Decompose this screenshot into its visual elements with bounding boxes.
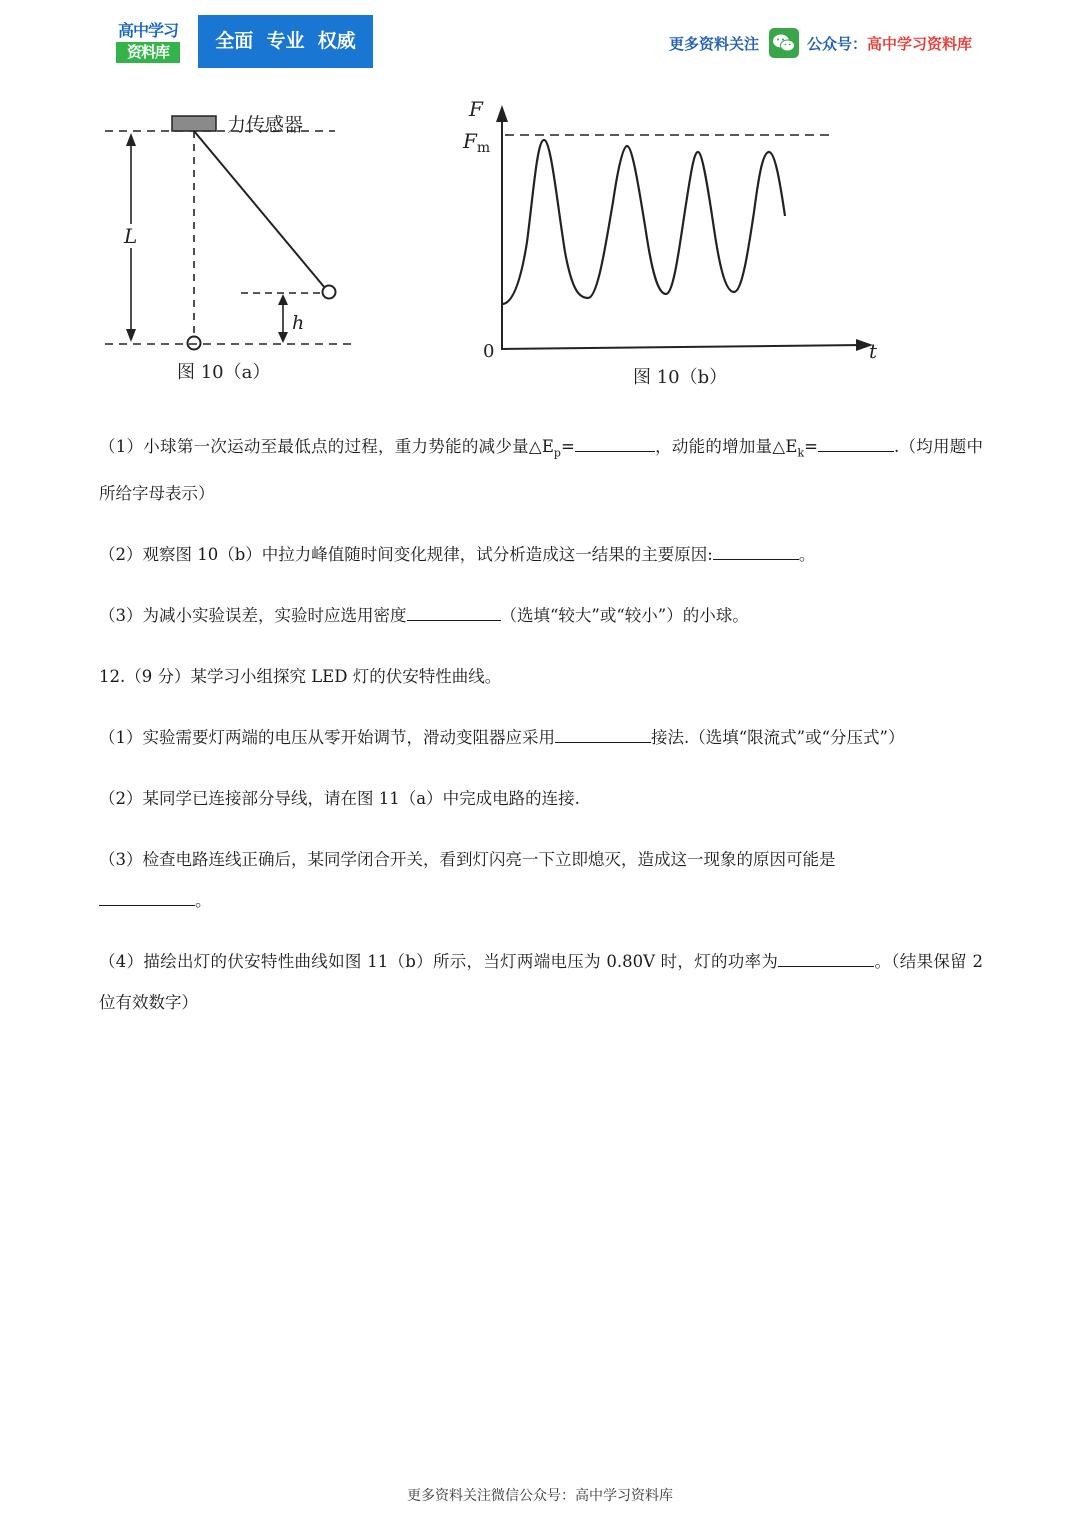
q11-1-text-c: .（均用题中所给字母表示） <box>99 437 984 504</box>
q12-4-text-b: 。（结果保留 2 位有效数字） <box>99 952 983 1013</box>
x-axis-label: t <box>869 339 878 363</box>
ball-displaced <box>323 286 336 299</box>
fm-label-sub: m <box>476 140 491 156</box>
pendulum-string <box>194 131 325 288</box>
subscript-k: k <box>797 446 805 460</box>
fm-label-main: F <box>463 129 477 153</box>
official-account-name: 高中学习资料库 <box>866 34 972 53</box>
q11-3-text-b: （选填“较大”或“较小”）的小球。 <box>500 606 749 626</box>
question-11-3 <box>99 595 983 636</box>
page-footer: 更多资料关注微信公众号：高中学习资料库 <box>407 1488 673 1504</box>
height-arrow-head-top <box>278 294 288 305</box>
figure-10a-pendulum <box>95 100 375 395</box>
q11-1-eq1: = <box>560 437 575 456</box>
question-12-2: （2）某同学已连接部分导线，请在图 11（a）中完成电路的连接. <box>99 789 580 809</box>
official-account-label: 公众号： <box>806 34 867 53</box>
answer-blank[interactable] <box>99 888 195 906</box>
question-12-4 <box>99 941 983 1023</box>
q11-1-text-a: （1）小球第一次运动至最低点的过程，重力势能的减少量△E <box>99 437 554 456</box>
figure-10a-caption: 图 10（a） <box>177 362 271 383</box>
q11-1-eq2: = <box>804 437 818 456</box>
force-sensor-block <box>172 116 216 131</box>
fm-label <box>462 129 490 156</box>
logo-bottom-text: 资料库 <box>116 42 180 63</box>
force-curve <box>502 140 785 304</box>
y-axis-label: F <box>469 97 483 121</box>
sensor-label: 力传感器 <box>227 114 304 136</box>
slogan-banner: 全面 专业 权威 <box>198 15 373 68</box>
question-12-title: 12.（9 分）某学习小组探究 LED 灯的伏安特性曲线。 <box>99 667 502 687</box>
y-axis-arrow <box>496 105 508 122</box>
length-arrow-head-top <box>126 133 136 146</box>
question-12-3 <box>99 839 983 921</box>
subscript-p: p <box>553 446 561 460</box>
answer-blank[interactable] <box>407 603 501 621</box>
figure-10b-force-time <box>455 92 895 397</box>
origin-label: 0 <box>483 341 495 362</box>
answer-blank[interactable] <box>555 725 651 743</box>
q11-3-text-a: （3）为减小实验误差，实验时应选用密度 <box>99 606 407 626</box>
ball-lowest <box>188 337 201 350</box>
q12-1-text-a: （1）实验需要灯两端的电压从零开始调节，滑动变阻器应采用 <box>99 728 555 748</box>
q11-2-text-a: （2）观察图 10（b）中拉力峰值随时间变化规律，试分析造成这一结果的主要原因: <box>99 545 713 565</box>
answer-blank[interactable] <box>778 949 874 967</box>
answer-blank[interactable] <box>818 434 894 452</box>
more-resources-text: 更多资料关注 <box>668 34 759 53</box>
length-arrow-head-bottom <box>126 329 136 342</box>
height-label: h <box>292 312 305 334</box>
q11-1-text-b: ，动能的增加量△E <box>654 437 798 456</box>
answer-blank[interactable] <box>575 434 655 452</box>
question-content <box>99 426 983 1043</box>
question-12-1 <box>99 717 983 758</box>
q12-3-text-b: 。 <box>195 891 212 911</box>
answer-blank[interactable] <box>713 542 799 560</box>
q12-3-text-a: （3）检查电路连线正确后，某同学闭合开关，看到灯闪亮一下立即熄灭，造成这一现象的原因可能是 <box>99 850 836 870</box>
x-axis <box>502 345 863 349</box>
question-11-1 <box>99 426 983 514</box>
question-11-2 <box>99 534 983 575</box>
logo-top-text: 高中学习 <box>117 21 178 40</box>
wechat-icon <box>769 28 799 58</box>
logo <box>112 20 184 64</box>
q11-2-text-b: 。 <box>798 545 816 565</box>
q12-4-text-a: （4）描绘出灯的伏安特性曲线如图 11（b）所示，当灯两端电压为 0.80V 时，灯的功率为 <box>99 952 779 972</box>
header-follow-info <box>669 28 972 58</box>
figure-10b-caption: 图 10（b） <box>633 367 728 388</box>
q12-1-text-b: 接法.（选填“限流式”或“分压式”） <box>651 728 905 748</box>
height-arrow-head-bottom <box>278 332 288 343</box>
length-label: L <box>124 224 138 248</box>
